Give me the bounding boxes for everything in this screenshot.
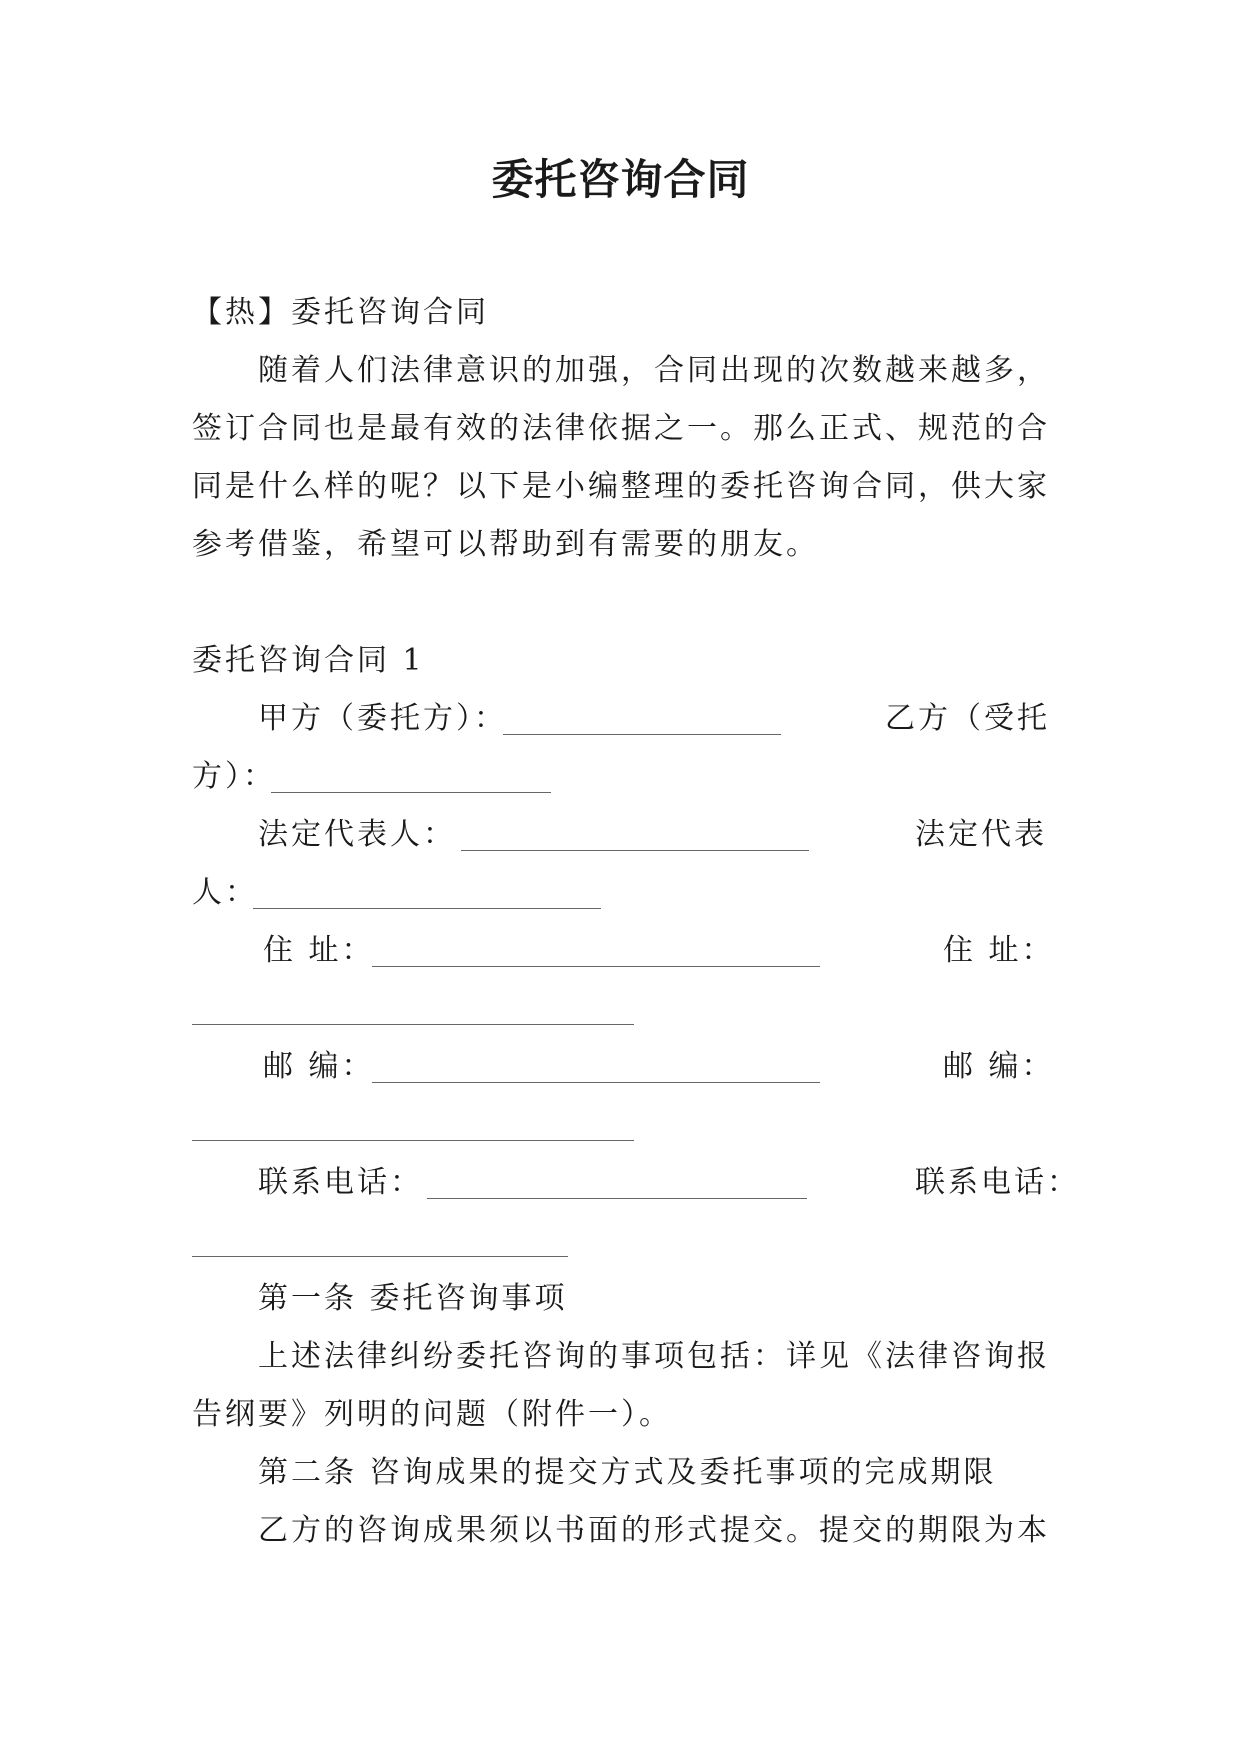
contract-heading: 委托咨询合同 1 xyxy=(192,643,425,678)
address-a-blank[interactable] xyxy=(372,964,820,967)
address-b-label: 住 址： xyxy=(943,933,1055,968)
party-b-label-1: 乙方（受托 xyxy=(885,701,1050,736)
article-1-line-2: 告纲要》列明的问题（附件一）。 xyxy=(192,1397,672,1432)
phone-a-label: 联系电话： xyxy=(258,1165,423,1200)
party-a-label: 甲方（委托方）： xyxy=(258,701,507,736)
document-title: 委托咨询合同 xyxy=(491,155,750,204)
postcode-b-label: 邮 编： xyxy=(943,1049,1055,1084)
legal-rep-b-label-2: 人： xyxy=(192,875,258,910)
legal-rep-b-blank[interactable] xyxy=(253,906,601,909)
intro-line-2: 签订合同也是最有效的法律依据之一。那么正式、规范的合 xyxy=(192,411,1050,446)
article-2-line-1: 乙方的咨询成果须以书面的形式提交。提交的期限为本 xyxy=(258,1513,1050,1548)
phone-b-label: 联系电话： xyxy=(915,1165,1080,1200)
article-1-heading: 第一条 委托咨询事项 xyxy=(258,1281,568,1316)
legal-rep-a-label: 法定代表人： xyxy=(258,817,456,852)
party-b-blank[interactable] xyxy=(271,790,551,793)
legal-rep-b-label-1: 法定代表 xyxy=(915,817,1047,852)
section-heading: 【热】委托咨询合同 xyxy=(192,295,489,330)
intro-line-4: 参考借鉴，希望可以帮助到有需要的朋友。 xyxy=(192,527,819,562)
postcode-a-blank[interactable] xyxy=(372,1080,820,1083)
intro-line-3: 同是什么样的呢？以下是小编整理的委托咨询合同，供大家 xyxy=(192,469,1050,504)
article-1-line-1: 上述法律纠纷委托咨询的事项包括：详见《法律咨询报 xyxy=(258,1339,1050,1374)
postcode-b-blank[interactable] xyxy=(192,1138,634,1141)
article-2-heading: 第二条 咨询成果的提交方式及委托事项的完成期限 xyxy=(258,1455,997,1490)
phone-b-blank[interactable] xyxy=(192,1254,568,1257)
postcode-a-label: 邮 编： xyxy=(263,1049,375,1084)
phone-a-blank[interactable] xyxy=(427,1196,807,1199)
address-b-blank[interactable] xyxy=(192,1022,634,1025)
party-a-blank[interactable] xyxy=(503,732,781,735)
intro-line-1: 随着人们法律意识的加强，合同出现的次数越来越多， xyxy=(258,353,1050,388)
legal-rep-a-blank[interactable] xyxy=(461,848,809,851)
address-a-label: 住 址： xyxy=(263,933,375,968)
party-b-label-2: 方）： xyxy=(192,759,276,794)
